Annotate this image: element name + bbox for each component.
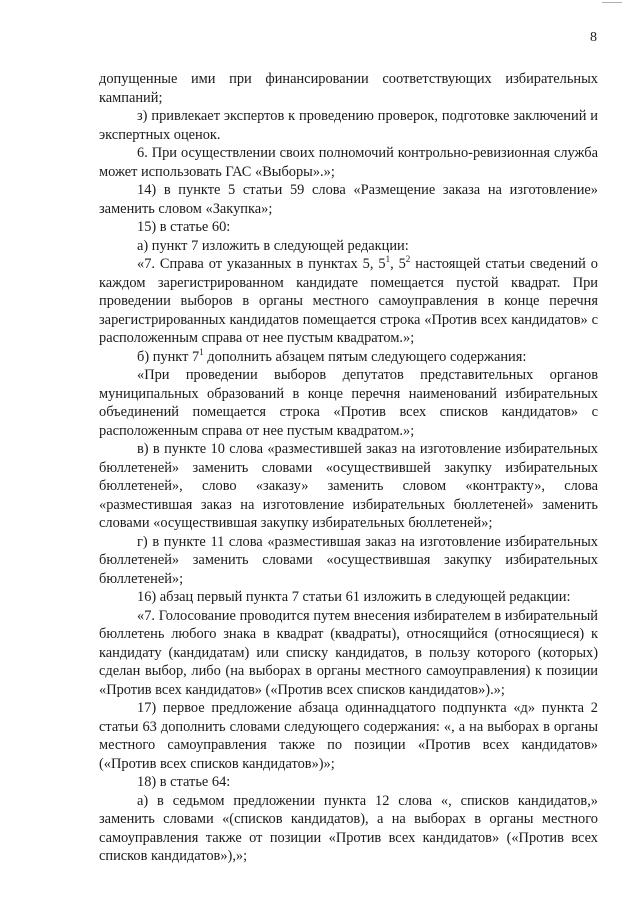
- paragraph: в) в пункте 10 слова «разместившей заказ на изготовление избирательных бюллетеней» заменить словами «осуществившей закупку избирательных бюллетеней», слово «заказу» заменить словом «контракту», слова «разместившая заказ на изготовление избирательных бюллетеней» заменить словами «осуществившая закупку избирательных бюллетеней»;: [99, 441, 598, 531]
- text-segment: б) пункт 7: [137, 348, 200, 365]
- paragraph: а) в седьмом предложении пункта 12 слова «, списков кандидатов,» заменить словами «(списков кандидатов), а на выборах в органы местного самоуправления также от позиции «Против всех кандидатов» («Против всех списков кандидатов»),»;: [99, 792, 598, 864]
- document-body: [99, 70, 598, 866]
- text-segment: настоящей статьи сведений о каждом зарегистрированном кандидате помещается пустой квадрат. При проведении выборов в органы местного самоуправления в конце перечня зарегистрированных кандидатов помещается строка «Против всех кандидатов» с расположенным справа от нее пустым квадратом.»;: [99, 256, 598, 346]
- superscript: 2: [405, 254, 411, 265]
- paragraph: 18) в статье 64:: [137, 774, 231, 790]
- paragraph: з) привлекает экспертов к проведению проверок, подготовке заключений и экспертных оценок.: [99, 108, 598, 143]
- page-number: 8: [590, 30, 597, 45]
- paragraph: 6. При осуществлении своих полномочий контрольно-ревизионная служба может использовать ГАС «Выборы».»;: [99, 145, 598, 180]
- superscript: 1: [385, 254, 391, 265]
- paragraph: [99, 348, 598, 367]
- paragraph: 17) первое предложение абзаца одиннадцатого подпункта «д» пункта 2 статьи 63 дополнить словами следующего содержания: «, а на выборах в органы местного самоуправления также по позиции «Против всех кандидатов» («Против всех списков кандидатов»)»;: [99, 700, 598, 772]
- paragraph: допущенные ими при финансировании соответствующих избирательных кампаний;: [99, 71, 598, 106]
- paragraph: г) в пункте 11 слова «разместившая заказ на изготовление избирательных бюллетеней» заменить словами «осуществившая закупку избирательных бюллетеней»;: [99, 533, 598, 587]
- paragraph: 16) абзац первый пункта 7 статьи 61 изложить в следующей редакции:: [137, 589, 571, 605]
- paragraph: «7. Голосование проводится путем внесения избирателем в избирательный бюллетень любого знака в квадрат (квадраты), относящийся (относящиеся) к кандидату (кандидатам) или списку кандидатов, в пользу которого (которых) сделан выбор, либо (на выборах в органы местного самоуправления) к позиции «Против всех кандидатов» («Против всех списков кандидатов»).»;: [99, 607, 598, 698]
- text-segment: , 5: [390, 256, 406, 272]
- paragraph: а) пункт 7 изложить в следующей редакции:: [137, 237, 409, 254]
- paragraph: 14) в пункте 5 статьи 59 слова «Размещение заказа на изготовление» заменить словом «Закупка»;: [99, 182, 598, 217]
- superscript: 1: [199, 346, 204, 357]
- text-segment: дополнить абзацем пятым следующего содержания:: [203, 348, 527, 365]
- paragraph: 15) в статье 60:: [137, 219, 231, 235]
- text-segment: «7. Справа от указанных в пунктах 5, 5: [137, 256, 386, 272]
- corner-scan-mark: [602, 2, 622, 3]
- paragraph: [99, 255, 598, 348]
- paragraph: «При проведении выборов депутатов представительных органов муниципальных образований в конце перечня наименований избирательных объединений помещается строка «Против всех списков кандидатов» с расположенным справа от нее пустым квадратом.»;: [99, 367, 598, 439]
